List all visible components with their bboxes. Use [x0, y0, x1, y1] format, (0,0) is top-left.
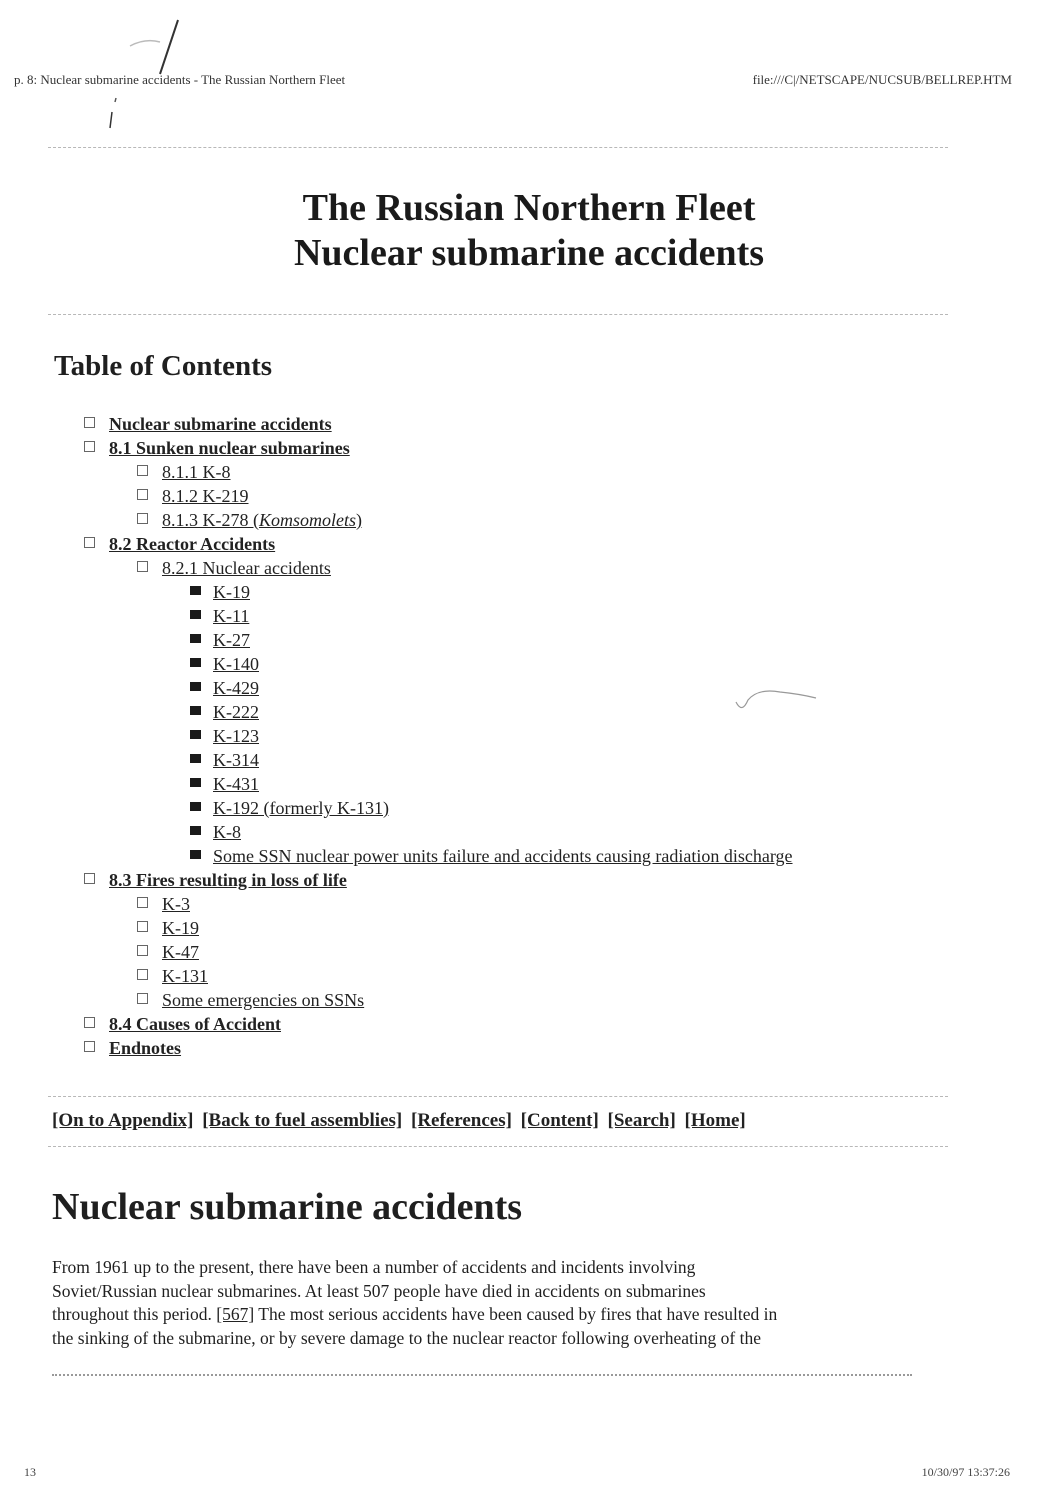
- nav-divider: [48, 1146, 948, 1147]
- toc-item[interactable]: [84, 436, 350, 460]
- toc-item[interactable]: [137, 892, 190, 916]
- body-line: [52, 1303, 952, 1327]
- toc-item[interactable]: [190, 820, 241, 844]
- toc-item[interactable]: [190, 796, 389, 820]
- toc-link[interactable]: K-192 (formerly K-131): [213, 798, 389, 818]
- header-divider: [48, 147, 948, 148]
- toc-link[interactable]: K-123: [213, 726, 259, 746]
- toc-item[interactable]: [190, 652, 259, 676]
- body-line: the sinking of the submarine, or by severe damage to the nuclear reactor following overheating of the: [52, 1327, 761, 1348]
- body-line: Soviet/Russian nuclear submarines. At least 507 people have died in accidents on submarines: [52, 1280, 706, 1301]
- filled-square-bullet-icon: [190, 778, 201, 787]
- toc-item[interactable]: [190, 676, 259, 700]
- bullet-square-icon: [84, 873, 95, 884]
- toc-item[interactable]: [190, 844, 793, 868]
- pen-mark-scribble: [90, 16, 230, 136]
- toc-link[interactable]: 8.3 Fires resulting in loss of life: [109, 870, 347, 890]
- toc-item[interactable]: [190, 772, 259, 796]
- bullet-square-icon: [137, 561, 148, 572]
- toc-item[interactable]: [84, 868, 347, 892]
- toc-link[interactable]: K-27: [213, 630, 250, 650]
- bullet-square-icon: [137, 513, 148, 524]
- filled-square-bullet-icon: [190, 682, 201, 691]
- toc-item[interactable]: [190, 724, 259, 748]
- page-number: 13: [24, 1465, 36, 1479]
- section-body: [52, 1256, 952, 1350]
- toc-item[interactable]: [137, 508, 362, 532]
- toc-link[interactable]: Endnotes: [109, 1038, 182, 1058]
- toc-item[interactable]: [137, 916, 199, 940]
- toc-item[interactable]: [84, 1012, 281, 1036]
- nav-content[interactable]: [Content]: [520, 1110, 599, 1131]
- toc-link[interactable]: Nuclear submarine accidents: [109, 414, 332, 434]
- toc-link[interactable]: K-431: [213, 774, 259, 794]
- toc-link[interactable]: 8.2.1 Nuclear accidents: [162, 558, 331, 578]
- bullet-square-icon: [84, 441, 95, 452]
- toc-link[interactable]: 8.1.2 K-219: [162, 486, 249, 506]
- nav-references[interactable]: [References]: [411, 1110, 512, 1131]
- toc-item[interactable]: [190, 700, 259, 724]
- toc-link[interactable]: Some SSN nuclear power units failure and accidents causing radiation discharge: [213, 846, 793, 866]
- toc-link[interactable]: 8.2 Reactor Accidents: [109, 534, 276, 554]
- toc-link[interactable]: 8.4 Causes of Accident: [109, 1014, 281, 1034]
- toc-link[interactable]: K-47: [162, 942, 199, 962]
- filled-square-bullet-icon: [190, 754, 201, 763]
- reference-link[interactable]: [567]: [216, 1304, 255, 1324]
- toc-link[interactable]: K-429: [213, 678, 259, 698]
- toc-item[interactable]: [137, 460, 231, 484]
- nav-on-to-appendix[interactable]: [On to Appendix]: [52, 1110, 194, 1131]
- pen-mark-squiggle: [730, 680, 830, 720]
- nav-search[interactable]: [Search]: [607, 1110, 676, 1131]
- bullet-square-icon: [137, 945, 148, 956]
- filled-square-bullet-icon: [190, 610, 201, 619]
- toc-link[interactable]: K-222: [213, 702, 259, 722]
- toc-link[interactable]: K-8: [213, 822, 241, 842]
- section-heading: Nuclear submarine accidents: [52, 1186, 523, 1228]
- toc-link[interactable]: K-19: [213, 582, 250, 602]
- toc-item[interactable]: [137, 988, 364, 1012]
- toc-item[interactable]: [190, 580, 250, 604]
- bullet-square-icon: [137, 969, 148, 980]
- toc-link[interactable]: Some emergencies on SSNs: [162, 990, 365, 1010]
- toc-item[interactable]: [84, 1036, 181, 1060]
- toc-item[interactable]: [137, 940, 199, 964]
- body-text-span: throughout this period.: [52, 1304, 217, 1324]
- toc-link[interactable]: K-3: [162, 894, 190, 914]
- body-line: From 1961 up to the present, there have been a number of accidents and incidents involving: [52, 1257, 696, 1277]
- toc-link-italic: Komsomolets: [259, 510, 357, 530]
- toc-item[interactable]: [84, 532, 275, 556]
- cut-off-text-line: [52, 1374, 912, 1380]
- bullet-square-icon: [137, 489, 148, 500]
- filled-square-bullet-icon: [190, 658, 201, 667]
- filled-square-bullet-icon: [190, 634, 201, 643]
- body-text-span: The most serious accidents have been caused by fires that have resulted in: [254, 1304, 778, 1324]
- toc-item[interactable]: [84, 412, 332, 436]
- nav-back-to-fuel-assemblies[interactable]: [Back to fuel assemblies]: [202, 1110, 403, 1131]
- toc-item[interactable]: [190, 604, 249, 628]
- toc-item[interactable]: [137, 484, 249, 508]
- filled-square-bullet-icon: [190, 730, 201, 739]
- toc-item[interactable]: [190, 748, 259, 772]
- toc-link[interactable]: K-11: [213, 606, 250, 626]
- toc-heading: Table of Contents: [54, 350, 273, 382]
- page-title-line1: The Russian Northern Fleet: [302, 187, 756, 229]
- navigation-bar: [52, 1110, 750, 1132]
- toc-link[interactable]: K-140: [213, 654, 259, 674]
- page-title: [0, 186, 1058, 276]
- toc-link[interactable]: [162, 510, 362, 530]
- bullet-square-icon: [84, 1041, 95, 1052]
- toc-link-text: 8.1.3 K-278 (: [162, 510, 259, 530]
- toc-link[interactable]: K-314: [213, 750, 259, 770]
- toc-item[interactable]: [190, 628, 250, 652]
- bullet-square-icon: [84, 1017, 95, 1028]
- filled-square-bullet-icon: [190, 826, 201, 835]
- page-title-line2: Nuclear submarine accidents: [293, 232, 765, 274]
- toc-item[interactable]: [137, 964, 208, 988]
- bullet-square-icon: [137, 993, 148, 1004]
- title-divider: [48, 314, 948, 315]
- bullet-square-icon: [137, 897, 148, 908]
- print-header-title: p. 8: Nuclear submarine accidents - The Russian Northern Fleet: [14, 72, 346, 87]
- filled-square-bullet-icon: [190, 850, 201, 859]
- toc-link[interactable]: 8.1 Sunken nuclear submarines: [109, 438, 350, 458]
- toc-link[interactable]: K-19: [162, 918, 199, 938]
- print-header-url: file:///C|/NETSCAPE/NUCSUB/BELLREP.HTM: [752, 72, 1012, 87]
- filled-square-bullet-icon: [190, 802, 201, 811]
- nav-home[interactable]: [Home]: [684, 1110, 746, 1131]
- toc-item[interactable]: [137, 556, 331, 580]
- toc-divider: [48, 1096, 948, 1097]
- bullet-square-icon: [137, 921, 148, 932]
- toc-link-suffix: ): [356, 510, 363, 530]
- bullet-square-icon: [137, 465, 148, 476]
- filled-square-bullet-icon: [190, 706, 201, 715]
- filled-square-bullet-icon: [190, 586, 201, 595]
- toc-link[interactable]: K-131: [162, 966, 208, 986]
- toc-link[interactable]: 8.1.1 K-8: [162, 462, 231, 482]
- bullet-square-icon: [84, 417, 95, 428]
- print-timestamp: 10/30/97 13:37:26: [921, 1465, 1010, 1479]
- bullet-square-icon: [84, 537, 95, 548]
